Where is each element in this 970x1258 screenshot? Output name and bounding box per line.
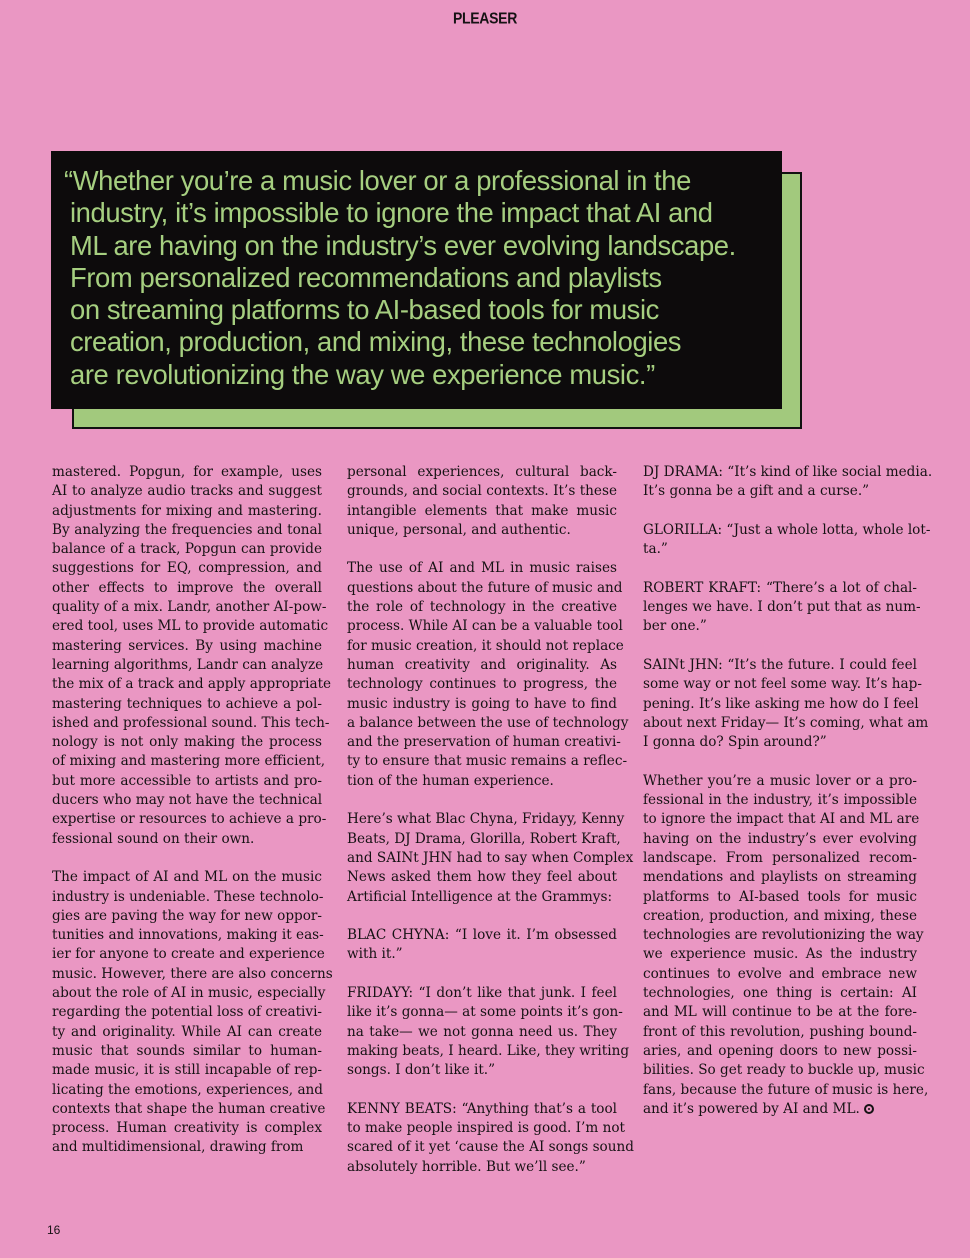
article-line: unique, personal, and authentic.	[347, 521, 571, 538]
article-line: adjustments for mixing and mastering.	[52, 502, 322, 519]
article-line: FRIDAYY: “I don’t like that junk. I feel	[347, 985, 617, 1002]
article-line: tion of the human experience.	[347, 772, 554, 789]
article-column-2	[347, 463, 634, 1196]
pull-quote-line: industry, it’s impossible to ignore the impact that AI and	[70, 197, 713, 229]
article-line: aries, and opening doors to new possi-	[643, 1042, 917, 1059]
article-line: the role of technology in the creative	[347, 599, 617, 616]
article-line: grounds, and social contexts. It’s these	[347, 483, 617, 500]
article-paragraph	[347, 984, 630, 1080]
article-paragraph	[347, 559, 629, 791]
article-line: continues to evolve and embrace new	[643, 965, 917, 982]
article-line: contexts that shape the human creative	[52, 1100, 326, 1117]
article-line: about next Friday— It’s coming, what am	[643, 714, 929, 731]
article-paragraph	[347, 810, 634, 906]
pull-quote-text	[64, 165, 772, 391]
article-line: mastering services. By using machine	[52, 637, 322, 654]
article-paragraph	[347, 463, 617, 540]
article-line: learning algorithms, Landr can analyze	[52, 656, 324, 673]
article-line: ier for anyone to create and experience	[52, 946, 325, 963]
article-line: suggestions for EQ, compression, and	[52, 560, 322, 577]
pull-quote-line: ML are having on the industry’s ever evolving landscape.	[70, 229, 736, 261]
article-line: licating the emotions, experiences, and	[52, 1081, 324, 1098]
article-line: process. While AI can be a valuable tool	[347, 618, 623, 635]
article-line: pening. It’s like asking me how do I feel	[643, 695, 919, 712]
article-line: some way or not feel some way. It’s hap-	[643, 676, 922, 693]
article-line: a balance between the use of technology	[347, 714, 629, 731]
article-line: and it’s powered by AI and ML.	[643, 1100, 917, 1119]
article-line: about the role of AI in music, especially	[52, 985, 326, 1002]
article-line: Artificial Intelligence at the Grammys:	[347, 888, 613, 905]
article-line: lenges we have. I don’t put that as num-	[643, 599, 921, 616]
pull-quote-line: From personalized recommendations and playlists	[70, 261, 662, 293]
article-line: like it’s gonna— at some points it’s gon-	[347, 1004, 623, 1021]
article-line: and SAINt JHN had to say when Complex	[347, 849, 634, 866]
article-line: regarding the potential loss of creativi-	[52, 1004, 323, 1021]
article-line: expertise or resources to achieve a pro-	[52, 811, 327, 828]
article-line: human creativity and originality. As	[347, 656, 617, 673]
article-line: personal experiences, cultural back-	[347, 464, 617, 480]
article-line: music industry is going to have to find	[347, 695, 617, 712]
article-line: ber one.”	[643, 618, 707, 635]
article-line: SAINt JHN: “It’s the future. I could feel	[643, 656, 917, 673]
article-line: and ML will continue to be at the fore-	[643, 1004, 917, 1021]
article-line: ROBERT KRAFT: “There’s a lot of chal-	[643, 579, 917, 596]
article-line: Here’s what Blac Chyna, Fridayy, Kenny	[347, 811, 625, 828]
article-line: intangible elements that make music	[347, 502, 617, 519]
article-line: and the preservation of human creativi-	[347, 734, 621, 751]
article-line: questions about the future of music and	[347, 579, 623, 596]
article-line: and multidimensional, drawing from	[52, 1139, 304, 1156]
article-line: technologies, one thing is certain: AI	[643, 985, 917, 1002]
article-column-3	[643, 463, 933, 1138]
article-line: we experience music. As the industry	[643, 946, 917, 963]
pull-quote-line: “Whether you’re a music lover or a professional in the	[64, 165, 691, 196]
article-line: the mix of a track and apply appropriate	[52, 676, 332, 693]
article-line: songs. I don’t like it.”	[347, 1062, 496, 1079]
pull-quote-line: on streaming platforms to AI-based tools for music	[70, 294, 659, 326]
article-paragraph	[643, 579, 921, 637]
article-line: The impact of AI and ML on the music	[52, 869, 322, 886]
article-line: ished and professional sound. This tech-	[52, 714, 330, 731]
pull-quote-box	[51, 151, 782, 409]
article-line: News asked them how they feel about	[347, 869, 617, 886]
article-line: scared of it yet ‘cause the AI songs sound	[347, 1139, 634, 1156]
article-line: creation, production, and mixing, these	[643, 907, 917, 924]
article-line: music. However, there are also concerns	[52, 965, 333, 982]
article-line: mastering techniques to achieve a pol-	[52, 695, 322, 712]
article-paragraph	[347, 1100, 634, 1177]
article-line: na take— we not gonna need us. They	[347, 1023, 617, 1040]
article-line: ered tool, uses ML to provide automatic	[52, 618, 329, 635]
article-line: made music, it is still incapable of rep-	[52, 1062, 322, 1079]
article-paragraph	[643, 521, 931, 560]
article-line: landscape. From personalized recom-	[643, 849, 917, 866]
article-line: It’s gonna be a gift and a curse.”	[643, 483, 870, 500]
article-paragraph	[643, 463, 933, 502]
article-line: making beats, I heard. Like, they writing	[347, 1042, 630, 1059]
article-line: with it.”	[347, 946, 403, 963]
article-line: technology continues to progress, the	[347, 676, 617, 693]
article-line: nology is not only making the process	[52, 734, 322, 751]
article-line: gies are paving the way for new oppor-	[52, 907, 322, 924]
article-line: tunities and innovations, making it eas-	[52, 927, 324, 944]
pull-quote-line: are revolutionizing the way we experience music.”	[70, 358, 655, 390]
article-line: BLAC CHYNA: “I love it. I’m obsessed	[347, 927, 617, 944]
article-line: ducers who may not have the technical	[52, 792, 323, 809]
article-line: Whether you’re a music lover or a pro-	[643, 772, 917, 789]
article-line: having on the industry’s ever evolving	[643, 830, 917, 847]
article-line: GLORILLA: “Just a whole lotta, whole lot-	[643, 521, 931, 538]
article-line: The use of AI and ML in music raises	[347, 560, 617, 577]
article-line: By analyzing the frequencies and tonal	[52, 521, 322, 538]
article-line: fans, because the future of music is here,	[643, 1081, 929, 1098]
article-line: KENNY BEATS: “Anything that’s a tool	[347, 1100, 617, 1117]
article-line: fessional in the industry, it’s impossible	[643, 792, 917, 809]
article-paragraph	[643, 772, 929, 1119]
article-line: absolutely horrible. But we’ll see.”	[347, 1158, 586, 1175]
article-line: DJ DRAMA: “It’s kind of like social media.	[643, 464, 933, 480]
article-line: mendations and playlists on streaming	[643, 869, 917, 886]
article-line: but more accessible to artists and pro-	[52, 772, 322, 789]
article-line: for music creation, it should not replace	[347, 637, 624, 654]
article-line: to make people inspired is good. I’m not	[347, 1120, 625, 1137]
article-line: balance of a track, Popgun can provide	[52, 541, 322, 558]
article-line: AI to analyze audio tracks and suggest	[52, 483, 322, 500]
article-paragraph	[52, 463, 332, 849]
article-line: I gonna do? Spin around?”	[643, 734, 827, 751]
article-line: quality of a mix. Landr, another AI-pow-	[52, 599, 327, 616]
article-line: ty to ensure that music remains a reflec-	[347, 753, 628, 770]
article-paragraph	[52, 868, 333, 1157]
article-line: other effects to improve the overall	[52, 579, 322, 596]
article-line: ty and originality. While AI can create	[52, 1023, 322, 1040]
article-line: of mixing and mastering more efficient,	[52, 753, 326, 770]
article-line: technologies are revolutionizing the way	[643, 927, 924, 944]
article-column-1	[52, 463, 333, 1177]
magazine-header: PLEASER	[452, 9, 518, 27]
article-line: fessional sound on their own.	[52, 830, 255, 847]
article-line: industry is undeniable. These technolo-	[52, 888, 324, 905]
article-line: music that sounds similar to human-	[52, 1042, 322, 1059]
article-line: process. Human creativity is complex	[52, 1120, 322, 1137]
article-paragraph	[347, 926, 617, 965]
article-line: ta.”	[643, 541, 668, 558]
article-line: to ignore the impact that AI and ML are	[643, 811, 920, 828]
article-line: bilities. So get ready to buckle up, music	[643, 1062, 925, 1079]
pull-quote-line: creation, production, and mixing, these technologies	[70, 326, 682, 358]
article-line: mastered. Popgun, for example, uses	[52, 464, 322, 480]
article-line: Beats, DJ Drama, Glorilla, Robert Kraft,	[347, 830, 621, 847]
end-of-article-icon	[864, 1104, 874, 1114]
article-line: front of this revolution, pushing bound-	[643, 1023, 917, 1040]
article-line: platforms to AI-based tools for music	[643, 888, 917, 905]
page-number: 16	[47, 1223, 61, 1237]
article-paragraph	[643, 656, 929, 752]
